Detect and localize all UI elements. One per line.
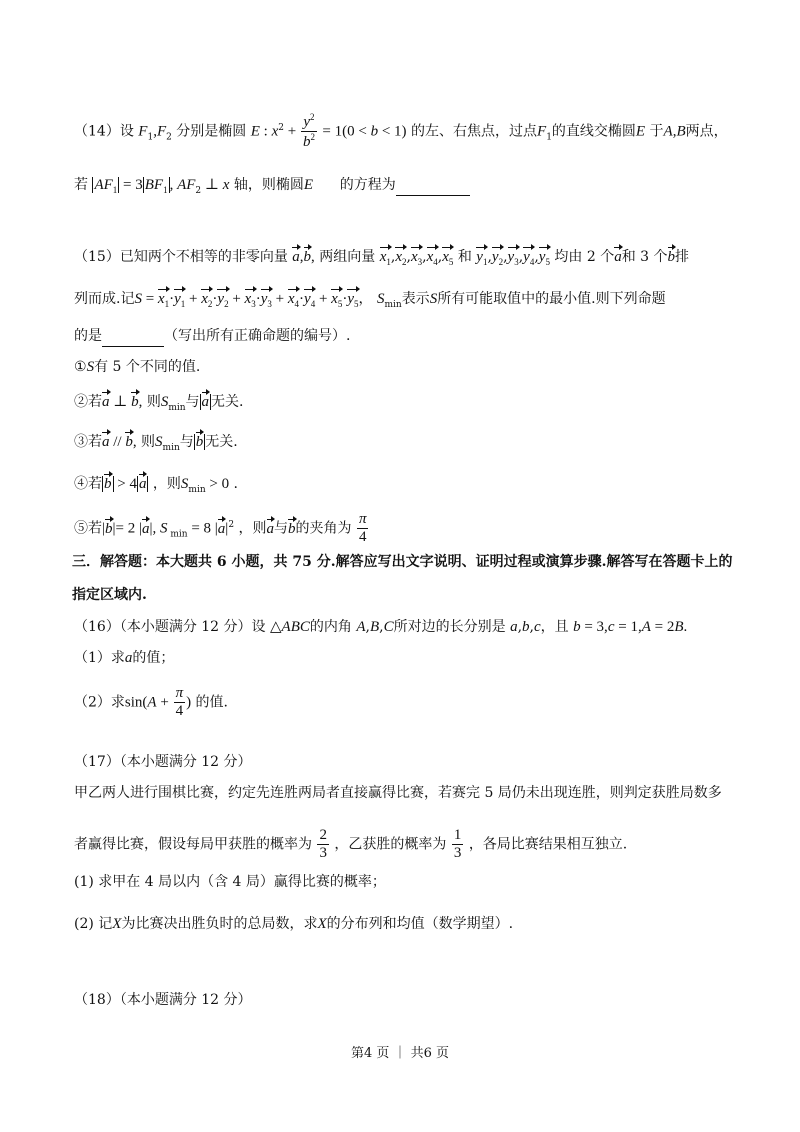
- q18-line1: （18）（本小题满分 12 分）: [74, 992, 252, 1008]
- two-thirds-fraction: $\frac{2}{3}$: [319, 827, 327, 861]
- q16-number: （16）: [74, 619, 120, 635]
- q14-fraction: $\frac{y^2}{b^2}$: [302, 112, 315, 150]
- page-footer: 第4 页 ｜ 共6 页: [350, 1046, 450, 1061]
- q18-number: （18）: [74, 992, 120, 1008]
- one-third-fraction: $\frac{1}{3}$: [453, 827, 462, 861]
- q15-option-3: ③若a // b, 则$S_{min}$与 b 无关.: [74, 430, 238, 458]
- section-3-heading-line1: 三．解答题：本大题共 6 小题，共 75 分.解答应写出文字说明、证明过程或演算步骤.解答写在答题卡上的: [72, 554, 733, 570]
- q17-part-2: (2) 记X为比赛决出胜负时的总局数，求X的分布列和均值（数学期望）.: [74, 916, 514, 932]
- answer-blank: [102, 326, 164, 347]
- q16-line1: （16）（本小题满分 12 分）设 △ABC的内角 A,B,C所对边的长分别是 a,b,c，且 b = 3,c = 1,A = 2B.: [74, 619, 688, 635]
- q15-option-5: ⑤若|b|= 2 |a|, S $_{min}$ = 8 $|a|^2$ ，则a与b的夹角为 $\frac{\pi}{4}$: [74, 511, 367, 545]
- answer-blank: [396, 175, 470, 196]
- section-3-heading-line2: 指定区域内.: [72, 587, 147, 603]
- pi-over-4-fraction: $\frac{\pi}{4}$: [358, 511, 367, 545]
- q17-line2: 甲乙两人进行围棋比赛，约定先连胜两局者直接赢得比赛，若赛完 5 局仍未出现连胜，则判定获胜局数多: [74, 785, 722, 801]
- q15-line1: （15）已知两个不相等的非零向量 a,b, 两组向量 $x_1,x_2,x_3,x_4,x_5$ 和 $y_1,y_2,y_3,y_4,y_5$ 均由 2 个a和 3 个b排: [74, 245, 689, 267]
- q15-option-2: ②若a ⊥ b, 则$S_{min}$与 a 无关.: [74, 390, 243, 418]
- q17-part-1: (1) 求甲在 4 局以内（含 4 局）赢得比赛的概率；: [74, 874, 386, 890]
- q16-part-2: （2）求sin(A + $\frac{\pi}{4}$ ) 的值.: [74, 685, 228, 719]
- q15-line3: 的是 （写出所有正确命题的编号）.: [74, 326, 350, 347]
- q14-number: （14）: [74, 123, 120, 140]
- pi-over-4-fraction: $\frac{\pi}{4}$: [175, 685, 184, 719]
- q15-option-4: ④若 b > 4 a ，则$S_{min} > 0$ .: [74, 472, 238, 500]
- q17-line3: 者赢得比赛，假设每局甲获胜的概率为 $\frac{2}{3}$ ，乙获胜的概率为 $\frac{1}{3}$ ，各局比赛结果相互独立.: [74, 827, 628, 861]
- q14-line2: 若 $AF_1 = 3$ $BF_1$ , $AF_2$ ⊥ x 轴，则椭圆E 的方程为: [74, 175, 470, 201]
- q15-line2: 列而成.记$S = x_1\cdot y_1 + x_2\cdot y_2 + x_3\cdot y_3 + x_4\cdot y_4 + x_5\cdot y_5$， $S_{min}$表示S所有可能取值中的最小值.则下列命题: [74, 287, 666, 315]
- q17-number: （17）: [74, 754, 120, 770]
- q14-line1: （14）设 $F_1,F_2$ 分别是椭圆 E : $x^2$ + $\frac{y^2}{b^2}$ = 1(0 < b < 1) 的左、右焦点，过点$F_1$的直线交椭圆E 于A,B两点，: [74, 112, 728, 150]
- q15-option-1: ①S有 5 个不同的值.: [74, 359, 201, 375]
- q15-number: （15）: [74, 249, 120, 265]
- q17-line1: （17）（本小题满分 12 分）: [74, 754, 252, 770]
- q16-part-1: （1）求a的值；: [74, 650, 175, 666]
